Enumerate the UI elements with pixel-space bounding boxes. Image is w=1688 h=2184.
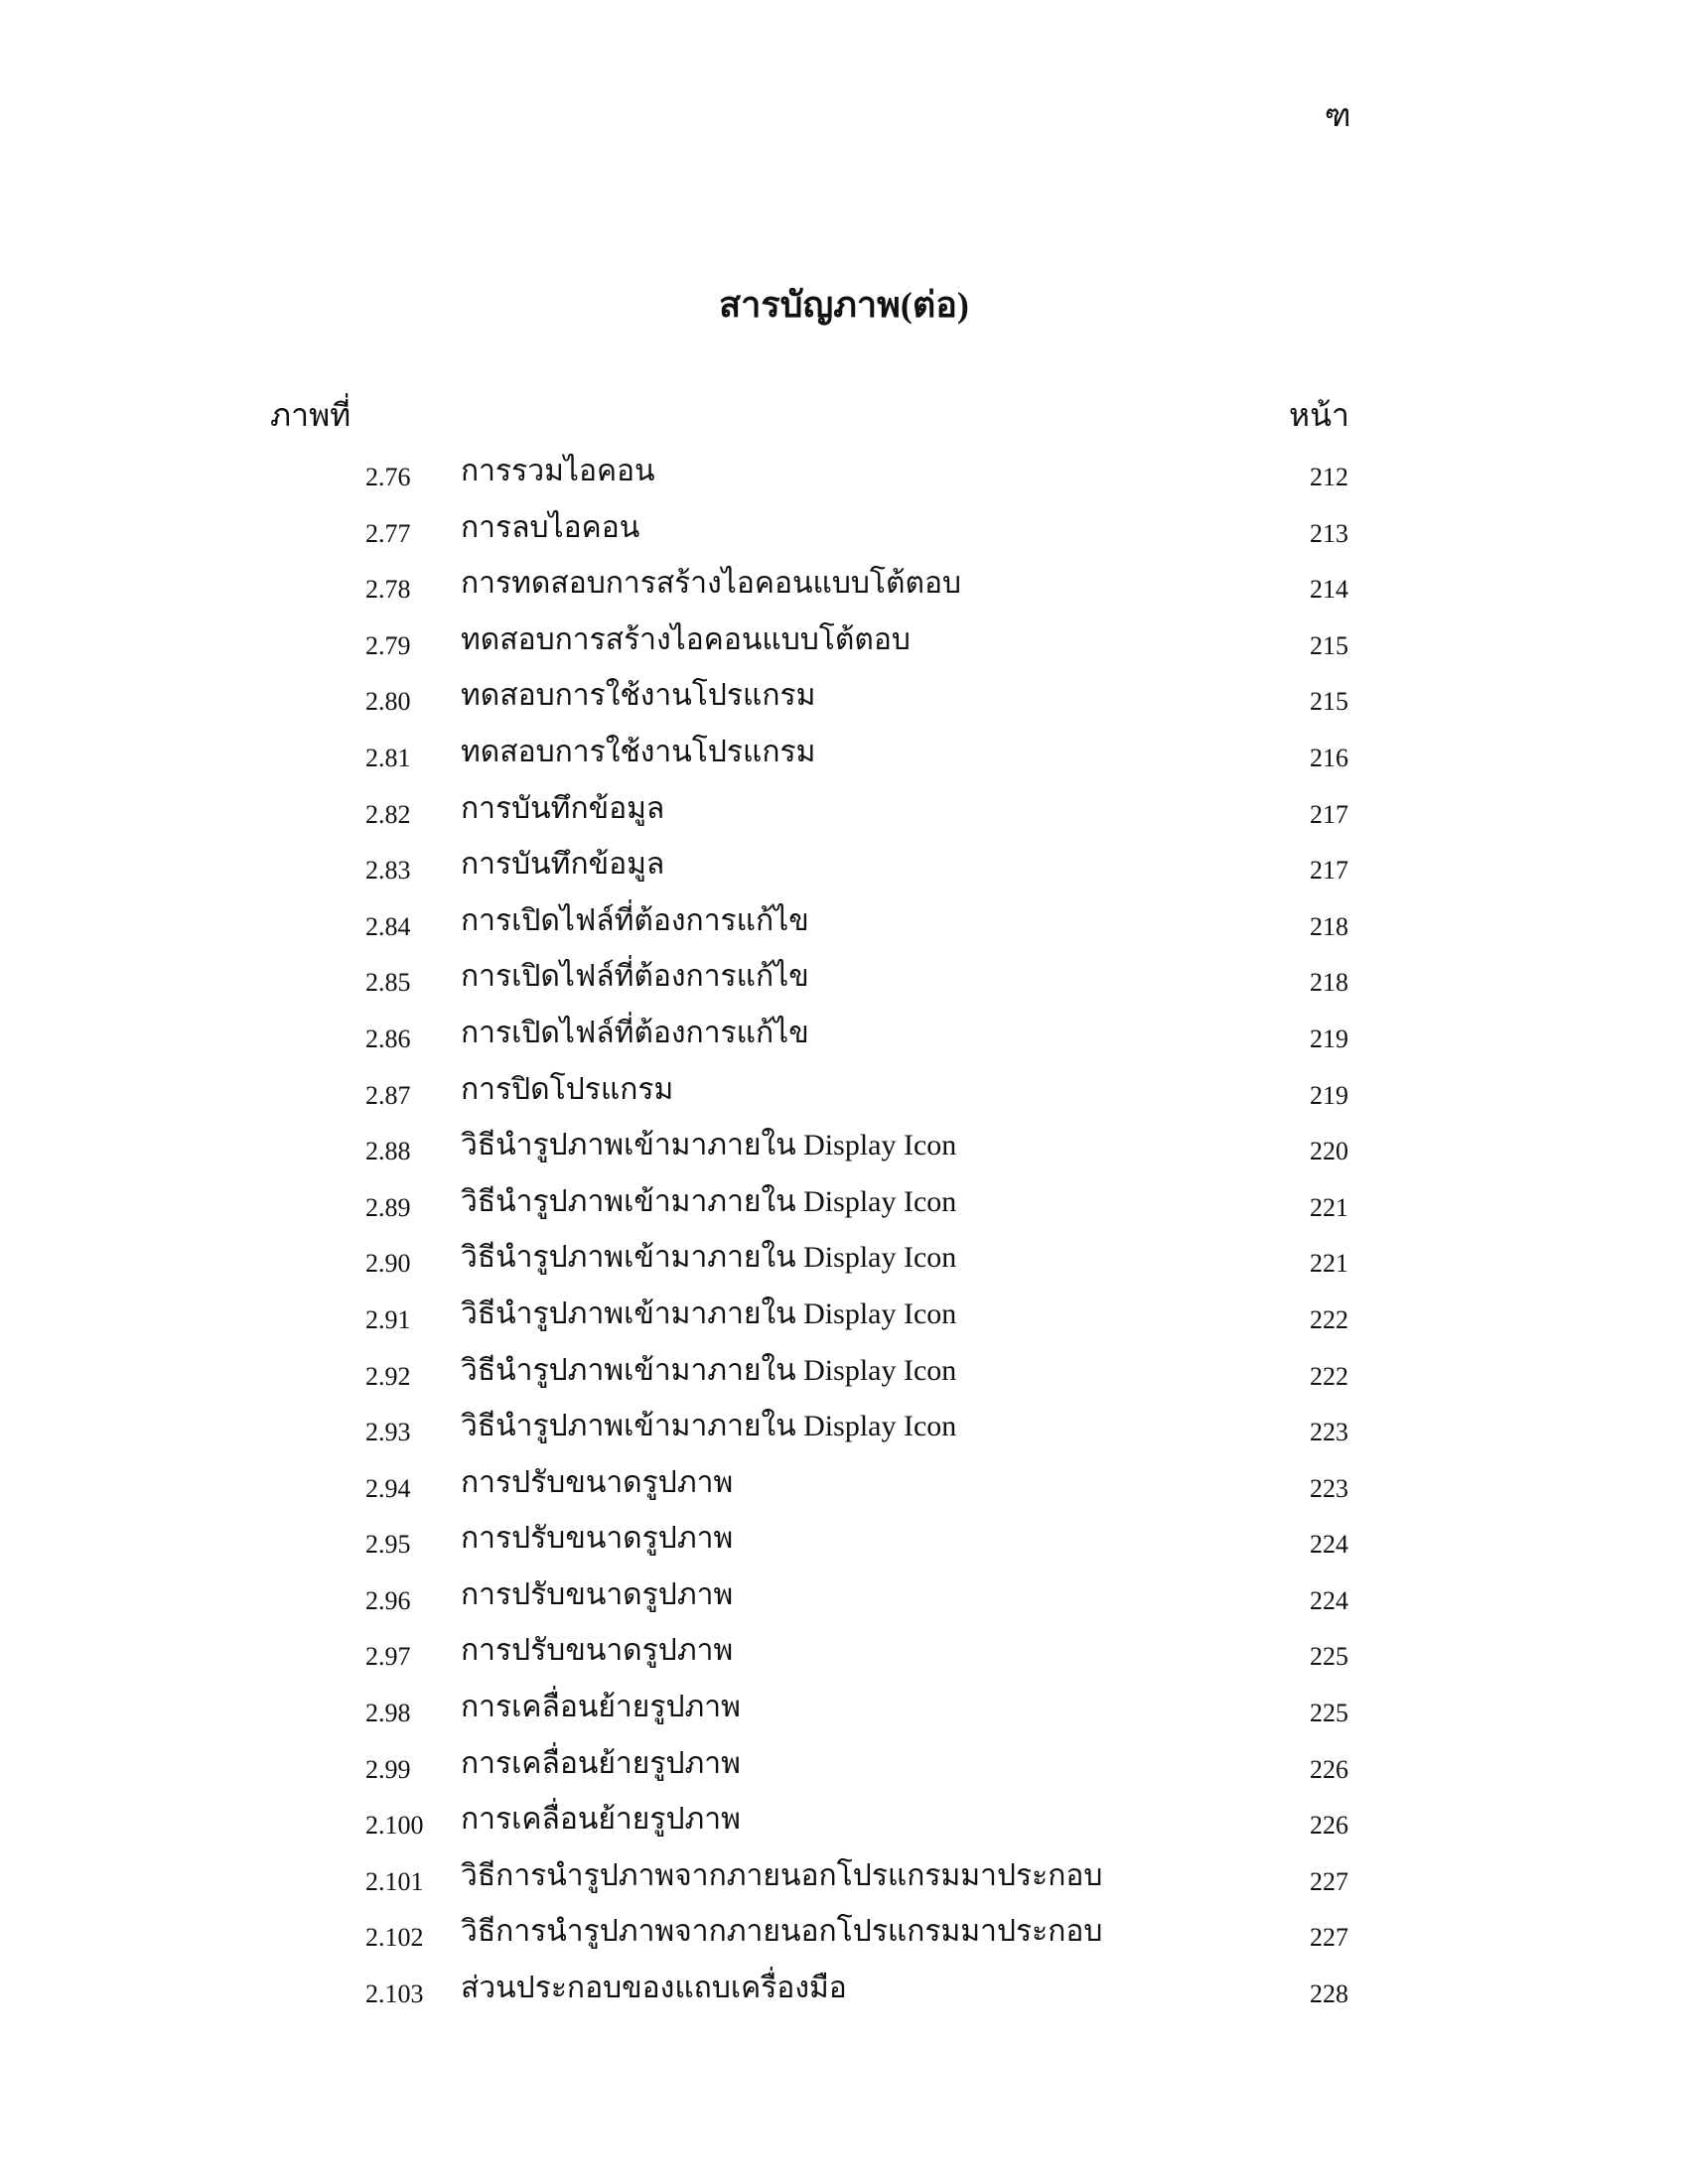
figure-caption: วิธีนำรูปภาพเข้ามาภายใน Display Icon: [461, 1353, 957, 1387]
list-item: [0, 455, 1688, 511]
figure-caption: การเปิดไฟล์ที่ต้องการแก้ไข: [461, 960, 809, 994]
figure-page: 227: [1310, 1866, 1348, 1896]
list-item: [0, 1634, 1688, 1691]
figure-number: 2.100: [365, 1811, 424, 1841]
list-item: [0, 904, 1688, 961]
figure-number: 2.88: [365, 1137, 411, 1166]
page-title: สารบัญภาพ(ต่อ): [719, 285, 969, 325]
figure-page: 222: [1310, 1304, 1348, 1334]
figure-caption: การปรับขนาดรูปภาพ: [461, 1465, 734, 1499]
figure-page: 216: [1310, 743, 1348, 772]
figure-page: 221: [1310, 1192, 1348, 1222]
figure-caption: การปรับขนาดรูปภาพ: [461, 1522, 734, 1556]
list-item: [0, 848, 1688, 904]
list-item: [0, 1691, 1688, 1747]
figure-page: 219: [1310, 1080, 1348, 1110]
figure-number: 2.78: [365, 575, 411, 605]
figure-caption: วิธีนำรูปภาพเข้ามาภายใน Display Icon: [461, 1410, 957, 1443]
figure-number: 2.96: [365, 1585, 411, 1615]
figure-caption: การปิดโปรแกรม: [461, 1072, 674, 1106]
list-item: [0, 1073, 1688, 1130]
figure-number: 2.84: [365, 911, 411, 941]
figure-caption: การเคลื่อนย้ายรูปภาพ: [461, 1803, 741, 1837]
list-item: [0, 511, 1688, 568]
figure-number: 2.97: [365, 1642, 411, 1672]
figure-number: 2.89: [365, 1192, 411, 1222]
figure-page: 228: [1310, 1979, 1348, 2009]
list-item: [0, 1129, 1688, 1185]
figure-number: 2.99: [365, 1754, 411, 1784]
figure-caption: การบันทึกข้อมูล: [461, 848, 665, 882]
figure-number: 2.80: [365, 687, 411, 717]
figure-caption: ส่วนประกอบของแถบเครื่องมือ: [461, 1972, 847, 2005]
figure-caption: วิธีนำรูปภาพเข้ามาภายใน Display Icon: [461, 1129, 957, 1162]
list-item: [0, 1297, 1688, 1354]
figure-page: 223: [1310, 1473, 1348, 1503]
figure-page: 220: [1310, 1137, 1348, 1166]
list-item: [0, 1185, 1688, 1242]
figure-page: 217: [1310, 856, 1348, 886]
list-item: [0, 1578, 1688, 1635]
figure-caption: การปรับขนาดรูปภาพ: [461, 1577, 734, 1611]
figure-number: 2.90: [365, 1249, 411, 1279]
list-item: [0, 1017, 1688, 1073]
figure-page: 226: [1310, 1811, 1348, 1841]
figure-number: 2.98: [365, 1699, 411, 1728]
figure-list: [0, 455, 1688, 2028]
figure-caption: การรวมไอคอน: [461, 455, 655, 487]
figure-number: 2.81: [365, 743, 411, 772]
figure-caption: ทดสอบการใช้งานโปรแกรม: [461, 679, 816, 713]
figure-column-header: ภาพที่: [270, 397, 352, 433]
list-item: [0, 1241, 1688, 1297]
page-number: ฑ: [1325, 97, 1351, 133]
list-item: [0, 1972, 1688, 2028]
figure-number: 2.92: [365, 1361, 411, 1391]
figure-number: 2.86: [365, 1024, 411, 1053]
figure-page: 218: [1310, 911, 1348, 941]
figure-caption: วิธีนำรูปภาพเข้ามาภายใน Display Icon: [461, 1297, 957, 1330]
figure-page: 224: [1310, 1585, 1348, 1615]
figure-caption: วิธีการนำรูปภาพจากภายนอกโปรแกรมมาประกอบ: [461, 1858, 1103, 1892]
figure-number: 2.77: [365, 518, 411, 548]
figure-caption: วิธีนำรูปภาพเข้ามาภายใน Display Icon: [461, 1241, 957, 1275]
list-item: [0, 792, 1688, 849]
figure-page: 218: [1310, 968, 1348, 998]
figure-number: 2.79: [365, 630, 411, 660]
list-item: [0, 567, 1688, 623]
figure-number: 2.101: [365, 1866, 424, 1896]
figure-caption: การบันทึกข้อมูล: [461, 791, 665, 825]
figure-caption: การลบไอคอน: [461, 510, 640, 544]
figure-caption: การเปิดไฟล์ที่ต้องการแก้ไข: [461, 903, 809, 937]
figure-number: 2.94: [365, 1473, 411, 1503]
figure-page: 217: [1310, 799, 1348, 829]
list-item: [0, 736, 1688, 792]
figure-page: 223: [1310, 1418, 1348, 1447]
list-item: [0, 1410, 1688, 1466]
figure-page: 219: [1310, 1024, 1348, 1053]
figure-number: 2.83: [365, 856, 411, 886]
figure-caption: ทดสอบการใช้งานโปรแกรม: [461, 735, 816, 768]
figure-number: 2.103: [365, 1979, 424, 2009]
figure-page: 225: [1310, 1699, 1348, 1728]
list-item: [0, 1859, 1688, 1916]
figure-caption: การปรับขนาดรูปภาพ: [461, 1634, 734, 1668]
page-column-header: หน้า: [1289, 397, 1349, 433]
list-item: [0, 960, 1688, 1017]
figure-page: 227: [1310, 1923, 1348, 1953]
figure-number: 2.93: [365, 1418, 411, 1447]
figure-page: 215: [1310, 630, 1348, 660]
figure-caption: ทดสอบการสร้างไอคอนแบบโต้ตอบ: [461, 622, 911, 656]
figure-caption: การเปิดไฟล์ที่ต้องการแก้ไข: [461, 1016, 809, 1049]
list-item: [0, 1354, 1688, 1411]
figure-page: 225: [1310, 1642, 1348, 1672]
figure-page: 214: [1310, 575, 1348, 605]
figure-number: 2.76: [365, 463, 411, 491]
figure-page: 222: [1310, 1361, 1348, 1391]
list-item: [0, 1466, 1688, 1523]
list-item: [0, 1747, 1688, 1804]
list-item: [0, 1522, 1688, 1578]
figure-caption: การทดสอบการสร้างไอคอนแบบโต้ตอบ: [461, 567, 962, 601]
list-item: [0, 679, 1688, 736]
figure-page: 224: [1310, 1530, 1348, 1560]
figure-page: 213: [1310, 518, 1348, 548]
figure-page: 221: [1310, 1249, 1348, 1279]
list-item: [0, 1803, 1688, 1859]
figure-number: 2.102: [365, 1923, 424, 1953]
figure-page: 212: [1310, 463, 1348, 491]
figure-caption: การเคลื่อนย้ายรูปภาพ: [461, 1691, 741, 1724]
list-item: [0, 623, 1688, 680]
figure-page: 215: [1310, 687, 1348, 717]
figure-number: 2.91: [365, 1304, 411, 1334]
figure-caption: การเคลื่อนย้ายรูปภาพ: [461, 1746, 741, 1780]
figure-caption: วิธีนำรูปภาพเข้ามาภายใน Display Icon: [461, 1184, 957, 1218]
figure-caption: วิธีการนำรูปภาพจากภายนอกโปรแกรมมาประกอบ: [461, 1915, 1103, 1949]
figure-number: 2.95: [365, 1530, 411, 1560]
figure-number: 2.87: [365, 1080, 411, 1110]
figure-number: 2.85: [365, 968, 411, 998]
list-item: [0, 1915, 1688, 1972]
figure-page: 226: [1310, 1754, 1348, 1784]
figure-number: 2.82: [365, 799, 411, 829]
